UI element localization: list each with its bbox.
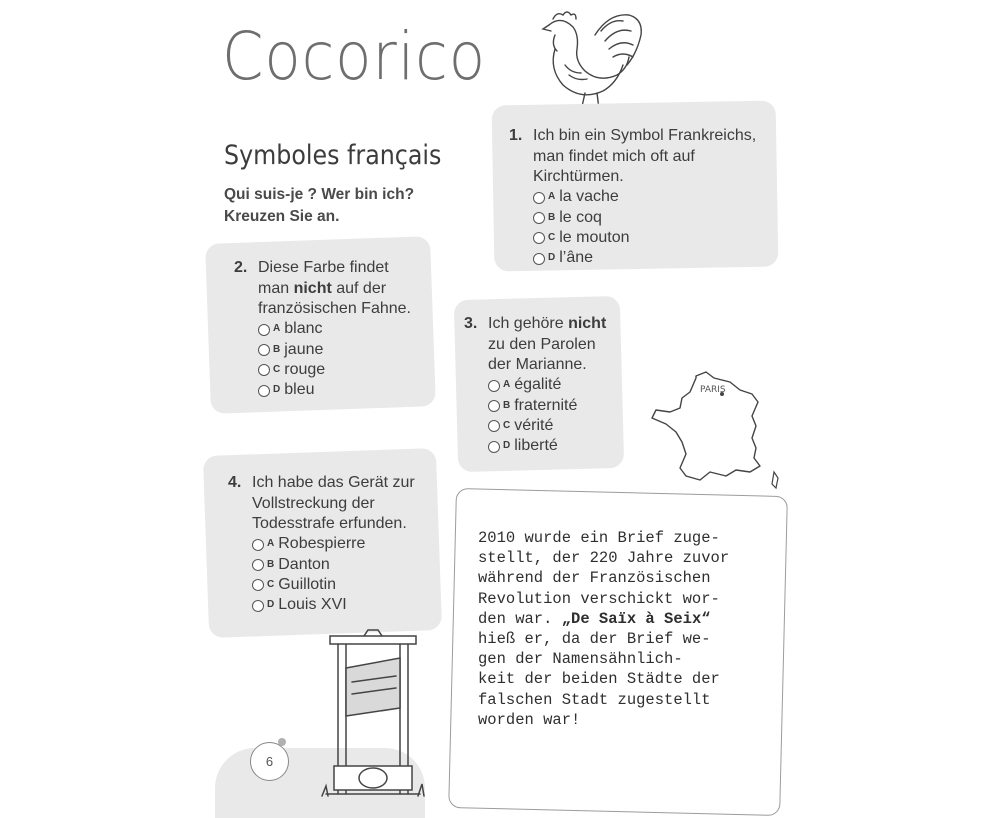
option-c[interactable]: C vérité <box>488 416 614 436</box>
option-d[interactable]: D Louis XVI <box>252 595 423 615</box>
instructions: Qui suis-je ? Wer bin ich? Kreuzen Sie an. <box>224 186 415 225</box>
page-title: Cocorico <box>222 18 486 95</box>
page-number: 6 <box>250 742 289 781</box>
answer-options <box>258 320 419 401</box>
question-text: Ich gehöre nicht zu den Parolen der Marianne. <box>488 315 607 373</box>
option-b[interactable]: B Danton <box>252 555 423 575</box>
question-1 <box>509 126 769 269</box>
question-number: 2. <box>234 259 248 276</box>
radio-button[interactable] <box>258 364 270 376</box>
option-a[interactable]: A blanc <box>258 320 419 340</box>
radio-button[interactable] <box>488 420 500 432</box>
map-label-paris: PARIS <box>700 385 726 395</box>
answer-options <box>488 376 614 457</box>
question-text: Ich bin ein Symbol Frankreichs, man findet mich oft auf Kirchtürmen. <box>533 127 757 185</box>
radio-button[interactable] <box>533 212 545 224</box>
france-map <box>638 368 788 498</box>
radio-button[interactable] <box>533 253 545 265</box>
section-subtitle: Symboles français <box>224 140 442 171</box>
answer-options <box>533 188 769 269</box>
option-a[interactable]: A égalité <box>488 376 614 396</box>
question-text: Ich habe das Gerät zur Vollstreckung der Todesstrafe erfunden. <box>252 474 415 532</box>
radio-button[interactable] <box>488 380 500 392</box>
answer-options <box>252 535 423 616</box>
option-d[interactable]: D l’âne <box>533 248 769 268</box>
radio-button[interactable] <box>252 539 264 551</box>
question-2 <box>234 258 419 401</box>
radio-button[interactable] <box>252 559 264 571</box>
guillotine-illustration <box>318 628 428 800</box>
radio-button[interactable] <box>258 324 270 336</box>
radio-button[interactable] <box>533 232 545 244</box>
radio-button[interactable] <box>252 600 264 612</box>
option-b[interactable]: B jaune <box>258 340 419 360</box>
question-number: 1. <box>509 127 523 144</box>
option-a[interactable]: A Robespierre <box>252 535 423 555</box>
option-b[interactable]: B le coq <box>533 208 769 228</box>
radio-button[interactable] <box>533 192 545 204</box>
option-b[interactable]: B fraternité <box>488 396 614 416</box>
question-text: Diese Farbe findet man nicht auf der französischen Fahne. <box>258 259 411 317</box>
radio-button[interactable] <box>488 441 500 453</box>
option-d[interactable]: D liberté <box>488 436 614 456</box>
question-4 <box>228 473 423 616</box>
radio-button[interactable] <box>252 579 264 591</box>
option-c[interactable]: C le mouton <box>533 228 769 248</box>
option-d[interactable]: D bleu <box>258 380 419 400</box>
question-number: 4. <box>228 474 242 491</box>
option-a[interactable]: A la vache <box>533 188 769 208</box>
radio-button[interactable] <box>258 344 270 356</box>
radio-button[interactable] <box>258 385 270 397</box>
question-number: 3. <box>464 315 478 332</box>
option-c[interactable]: C Guillotin <box>252 575 423 595</box>
option-c[interactable]: C rouge <box>258 360 419 380</box>
fact-text: 2010 wurde ein Brief zuge- stellt, der 220 Jahre zuvor während der Französischen Revolution verschickt wor- den war. „De Saïx à Seix“ hieß er, da der Brief we- gen der Namensähnlich- keit der beiden Städte der falschen Stadt zugestellt worden war! <box>478 529 730 729</box>
radio-button[interactable] <box>488 400 500 412</box>
question-3 <box>464 314 614 457</box>
fact-highlight: „De Saïx à Seix“ <box>561 609 711 628</box>
